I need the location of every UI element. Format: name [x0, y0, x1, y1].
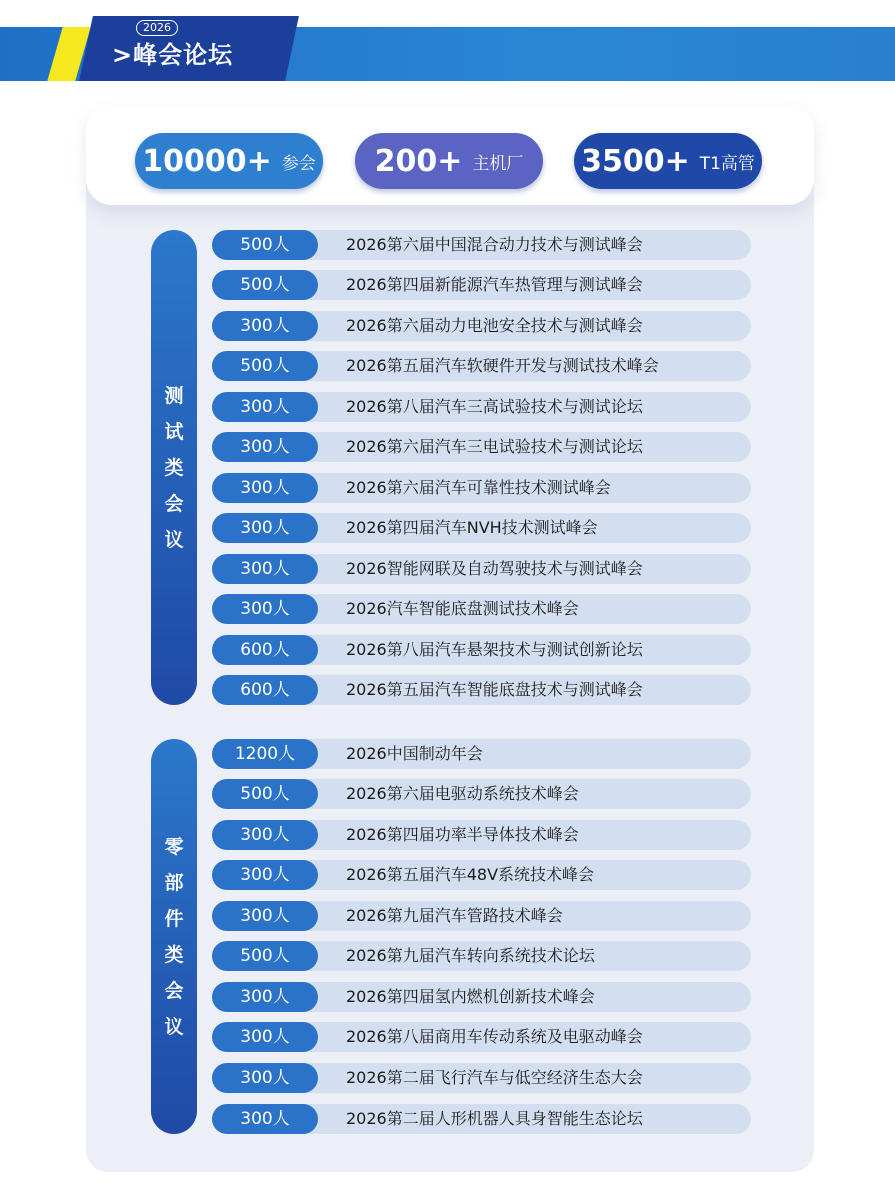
conference-title: 2026汽车智能底盘测试技术峰会 — [346, 599, 579, 618]
attendance-badge: 300人 — [212, 554, 318, 584]
category-char: 议 — [164, 528, 184, 551]
conference-row — [212, 351, 751, 381]
attendance-badge: 500人 — [212, 779, 318, 809]
category-char: 会 — [164, 492, 184, 515]
conference-title: 2026第六届中国混合动力技术与测试峰会 — [346, 235, 643, 254]
conference-title: 2026第六届电驱动系统技术峰会 — [346, 784, 579, 803]
conference-row — [212, 779, 751, 809]
attendance-badge: 300人 — [212, 982, 318, 1012]
conference-row — [212, 675, 751, 705]
attendance-badge: 300人 — [212, 860, 318, 890]
stat-label: 主机厂 — [472, 153, 524, 174]
conference-row — [212, 1063, 751, 1093]
attendance-badge: 300人 — [212, 432, 318, 462]
category-char: 类 — [164, 456, 184, 479]
attendance-badge: 300人 — [212, 311, 318, 341]
conference-row — [212, 554, 751, 584]
conference-row — [212, 594, 751, 624]
attendance-badge: 500人 — [212, 351, 318, 381]
conference-row — [212, 860, 751, 890]
attendance-badge: 1200人 — [212, 739, 318, 769]
conference-row — [212, 311, 751, 341]
conference-title: 2026第五届汽车智能底盘技术与测试峰会 — [346, 680, 643, 699]
conference-title: 2026第五届汽车48V系统技术峰会 — [346, 865, 595, 884]
attendance-badge: 300人 — [212, 901, 318, 931]
conference-title: 2026第四届汽车NVH技术测试峰会 — [346, 518, 598, 537]
conference-row — [212, 270, 751, 300]
attendance-badge: 300人 — [212, 392, 318, 422]
category-char: 类 — [164, 943, 184, 966]
conference-row — [212, 635, 751, 665]
conference-title: 2026第九届汽车管路技术峰会 — [346, 906, 563, 925]
conference-row — [212, 473, 751, 503]
stat-label: 参会 — [281, 153, 316, 174]
attendance-badge: 300人 — [212, 1104, 318, 1134]
attendance-badge: 600人 — [212, 675, 318, 705]
attendance-badge: 500人 — [212, 941, 318, 971]
conference-title: 2026第二届人形机器人具身智能生态论坛 — [346, 1109, 643, 1128]
category-char: 会 — [164, 979, 184, 1002]
conference-row — [212, 1022, 751, 1052]
conference-title: 2026第五届汽车软硬件开发与测试技术峰会 — [346, 356, 659, 375]
stat-value: 200+ — [374, 143, 463, 179]
conference-title: 2026中国制动年会 — [346, 744, 483, 763]
conference-row — [212, 820, 751, 850]
conference-row — [212, 739, 751, 769]
attendance-badge: 500人 — [212, 270, 318, 300]
stat-oems — [355, 133, 543, 189]
attendance-badge: 300人 — [212, 513, 318, 543]
conference-title: 2026第四届氢内燃机创新技术峰会 — [346, 987, 595, 1006]
attendance-badge: 500人 — [212, 230, 318, 260]
conference-row — [212, 901, 751, 931]
stat-value: 10000+ — [142, 143, 272, 179]
conference-title: 2026第八届汽车三高试验技术与测试论坛 — [346, 397, 643, 416]
conference-title: 2026第六届汽车三电试验技术与测试论坛 — [346, 437, 643, 456]
conference-row — [212, 1104, 751, 1134]
category-char: 零 — [164, 835, 184, 858]
category-char: 试 — [164, 420, 184, 443]
conference-title: 2026第六届汽车可靠性技术测试峰会 — [346, 478, 611, 497]
attendance-badge: 300人 — [212, 1063, 318, 1093]
category-char: 部 — [164, 871, 184, 894]
conference-row — [212, 982, 751, 1012]
attendance-badge: 300人 — [212, 1022, 318, 1052]
conference-row — [212, 392, 751, 422]
category-label-testing — [151, 230, 197, 705]
attendance-badge: 300人 — [212, 820, 318, 850]
category-char: 件 — [164, 907, 184, 930]
stat-attendees — [135, 133, 323, 189]
conference-row — [212, 513, 751, 543]
header-year-badge: 2026 — [136, 20, 178, 36]
stat-value: 3500+ — [581, 143, 690, 179]
attendance-badge: 300人 — [212, 594, 318, 624]
page-title: >峰会论坛 — [112, 41, 234, 69]
stat-executives — [574, 133, 762, 189]
conference-title: 2026第九届汽车转向系统技术论坛 — [346, 946, 595, 965]
conference-title: 2026第八届商用车传动系统及电驱动峰会 — [346, 1027, 643, 1046]
category-char: 议 — [164, 1015, 184, 1038]
conference-title: 2026第六届动力电池安全技术与测试峰会 — [346, 316, 643, 335]
conference-title: 2026第四届新能源汽车热管理与测试峰会 — [346, 275, 643, 294]
category-label-components — [151, 739, 197, 1134]
conference-row — [212, 941, 751, 971]
category-char: 测 — [164, 384, 184, 407]
conference-row — [212, 432, 751, 462]
conference-title: 2026第四届功率半导体技术峰会 — [346, 825, 579, 844]
conference-title: 2026第八届汽车悬架技术与测试创新论坛 — [346, 640, 643, 659]
conference-title: 2026智能网联及自动驾驶技术与测试峰会 — [346, 559, 643, 578]
stat-label: T1高管 — [699, 153, 755, 174]
attendance-badge: 600人 — [212, 635, 318, 665]
attendance-badge: 300人 — [212, 473, 318, 503]
conference-row — [212, 230, 751, 260]
conference-title: 2026第二届飞行汽车与低空经济生态大会 — [346, 1068, 643, 1087]
